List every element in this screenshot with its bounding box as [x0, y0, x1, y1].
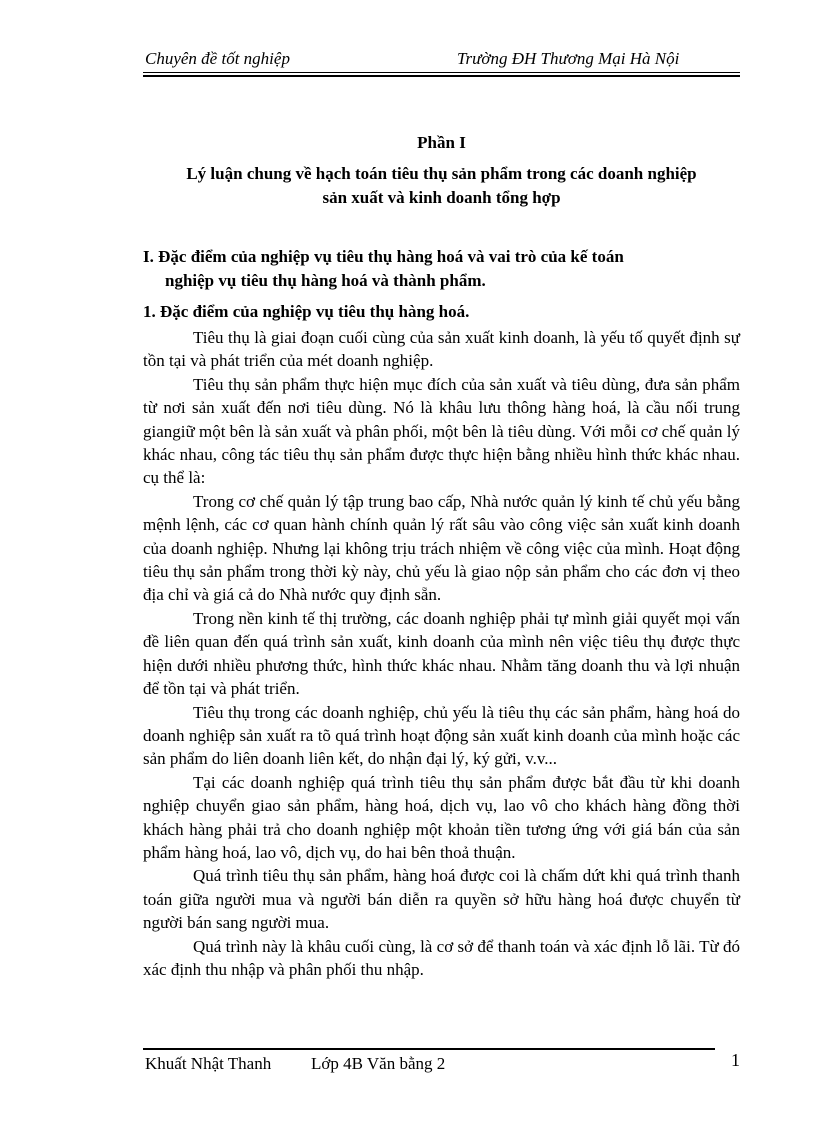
- main-title: [143, 162, 740, 210]
- paragraph-2: Tiêu thụ sản phẩm thực hiện mục đích của sản xuất và tiêu dùng, đưa sản phẩm từ nơi sản xuất đến nơi tiêu dùng. Nó là khâu lưu thông hàng hoá, là cầu nối trung giangiữ một bên là sản xuất và phân phối, một bên là tiêu dùng. Với mỗi cơ chế quản lý khác nhau, công tác tiêu thụ sản phẩm được thực hiện bằng nhiều hình thức khác nhau. cụ thể là:: [143, 374, 740, 488]
- page-number: 1: [731, 1050, 740, 1070]
- main-title-line-1: Lý luận chung về hạch toán tiêu thụ sản phẩm trong các doanh nghiệp: [186, 164, 697, 183]
- footer-class: Lớp 4B Văn bằng 2: [311, 1054, 446, 1073]
- body-text: [143, 326, 740, 981]
- part-title: Phần I: [417, 133, 466, 152]
- header-rule: [143, 72, 740, 73]
- main-title-line-2: sản xuất và kinh doanh tổng hợp: [322, 188, 561, 207]
- header-university: Trường ĐH Thương Mại Hà Nội: [457, 49, 680, 68]
- page-footer: [143, 1050, 740, 1080]
- paragraph-8: Quá trình này là khâu cuối cùng, là cơ sở để thanh toán và xác định lỗ lãi. Từ đó xác định thu nhập và phân phối thu nhập.: [143, 936, 740, 979]
- footer-author: Khuất Nhật Thanh: [145, 1054, 272, 1073]
- header-document-type: Chuyên đề tốt nghiệp: [145, 49, 290, 68]
- section-heading: [143, 245, 740, 293]
- section-heading-line-2: nghiệp vụ tiêu thụ hàng hoá và thành phẩm.: [165, 271, 486, 290]
- paragraph-5: Tiêu thụ trong các doanh nghiệp, chủ yếu là tiêu thụ các sản phẩm, hàng hoá do doanh nghiệp sản xuất ra tõ quá trình hoạt động sản xuất kinh doanh của mình hoặc các sản phẩm do liên doanh liên kết, do nhận đại lý, ký gửi, v.v...: [143, 702, 740, 769]
- paragraph-3: Trong cơ chế quản lý tập trung bao cấp, Nhà nước quản lý kinh tế chủ yếu bằng mệnh lệnh, các cơ quan hành chính quản lý rất sâu vào công việc sản xuất kinh doanh của doanh nghiệp. Nhưng lại không trịu trách nhiệm về công việc của mình. Hoạt động tiêu thụ sản phẩm trong thời kỳ này, chủ yếu là giao nộp sản phẩm cho các đơn vị theo địa chỉ và giá cả do Nhà nước quy định sẵn.: [143, 491, 740, 605]
- section-heading-line-1: I. Đặc điểm của nghiệp vụ tiêu thụ hàng hoá và vai trò của kế toán: [143, 247, 624, 266]
- page-header: [143, 49, 740, 73]
- paragraph-7: Quá trình tiêu thụ sản phẩm, hàng hoá được coi là chấm dứt khi quá trình thanh toán giữa người mua và người bán diễn ra quyền sở hữu hàng hoá được chuyển từ người bán sang người mua.: [143, 866, 740, 933]
- header-rule-thick: [143, 75, 740, 77]
- paragraph-4: Trong nền kinh tế thị trường, các doanh nghiệp phải tự mình giải quyết mọi vấn đề liên quan đến quá trình sản xuất, kinh doanh của mình nên việc tiêu thụ được thực hiện dưới nhiều phương thức, hình thức khác nhau. Nhằm tăng doanh thu và lợi nhuận để tồn tại và phát triển.: [143, 608, 740, 699]
- footer-rule: [143, 1048, 715, 1050]
- subsection-heading: 1. Đặc điểm của nghiệp vụ tiêu thụ hàng hoá.: [143, 302, 470, 321]
- paragraph-1: Tiêu thụ là giai đoạn cuối cùng của sản xuất kinh doanh, là yếu tố quyết định sự tồn tại và phát triển của mét doanh nghiệp.: [143, 328, 740, 371]
- paragraph-6: Tại các doanh nghiệp quá trình tiêu thụ sản phẩm được bắt đầu từ khi doanh nghiệp chuyển giao sản phẩm, hàng hoá, dịch vụ, lao vô cho khách hàng đồng thời khách hàng phải trả cho doanh nghiệp một khoản tiền tương ứng với giá bán của sản phẩm hàng hoá, lao vô, dịch vụ, do hai bên thoả thuận.: [143, 772, 740, 862]
